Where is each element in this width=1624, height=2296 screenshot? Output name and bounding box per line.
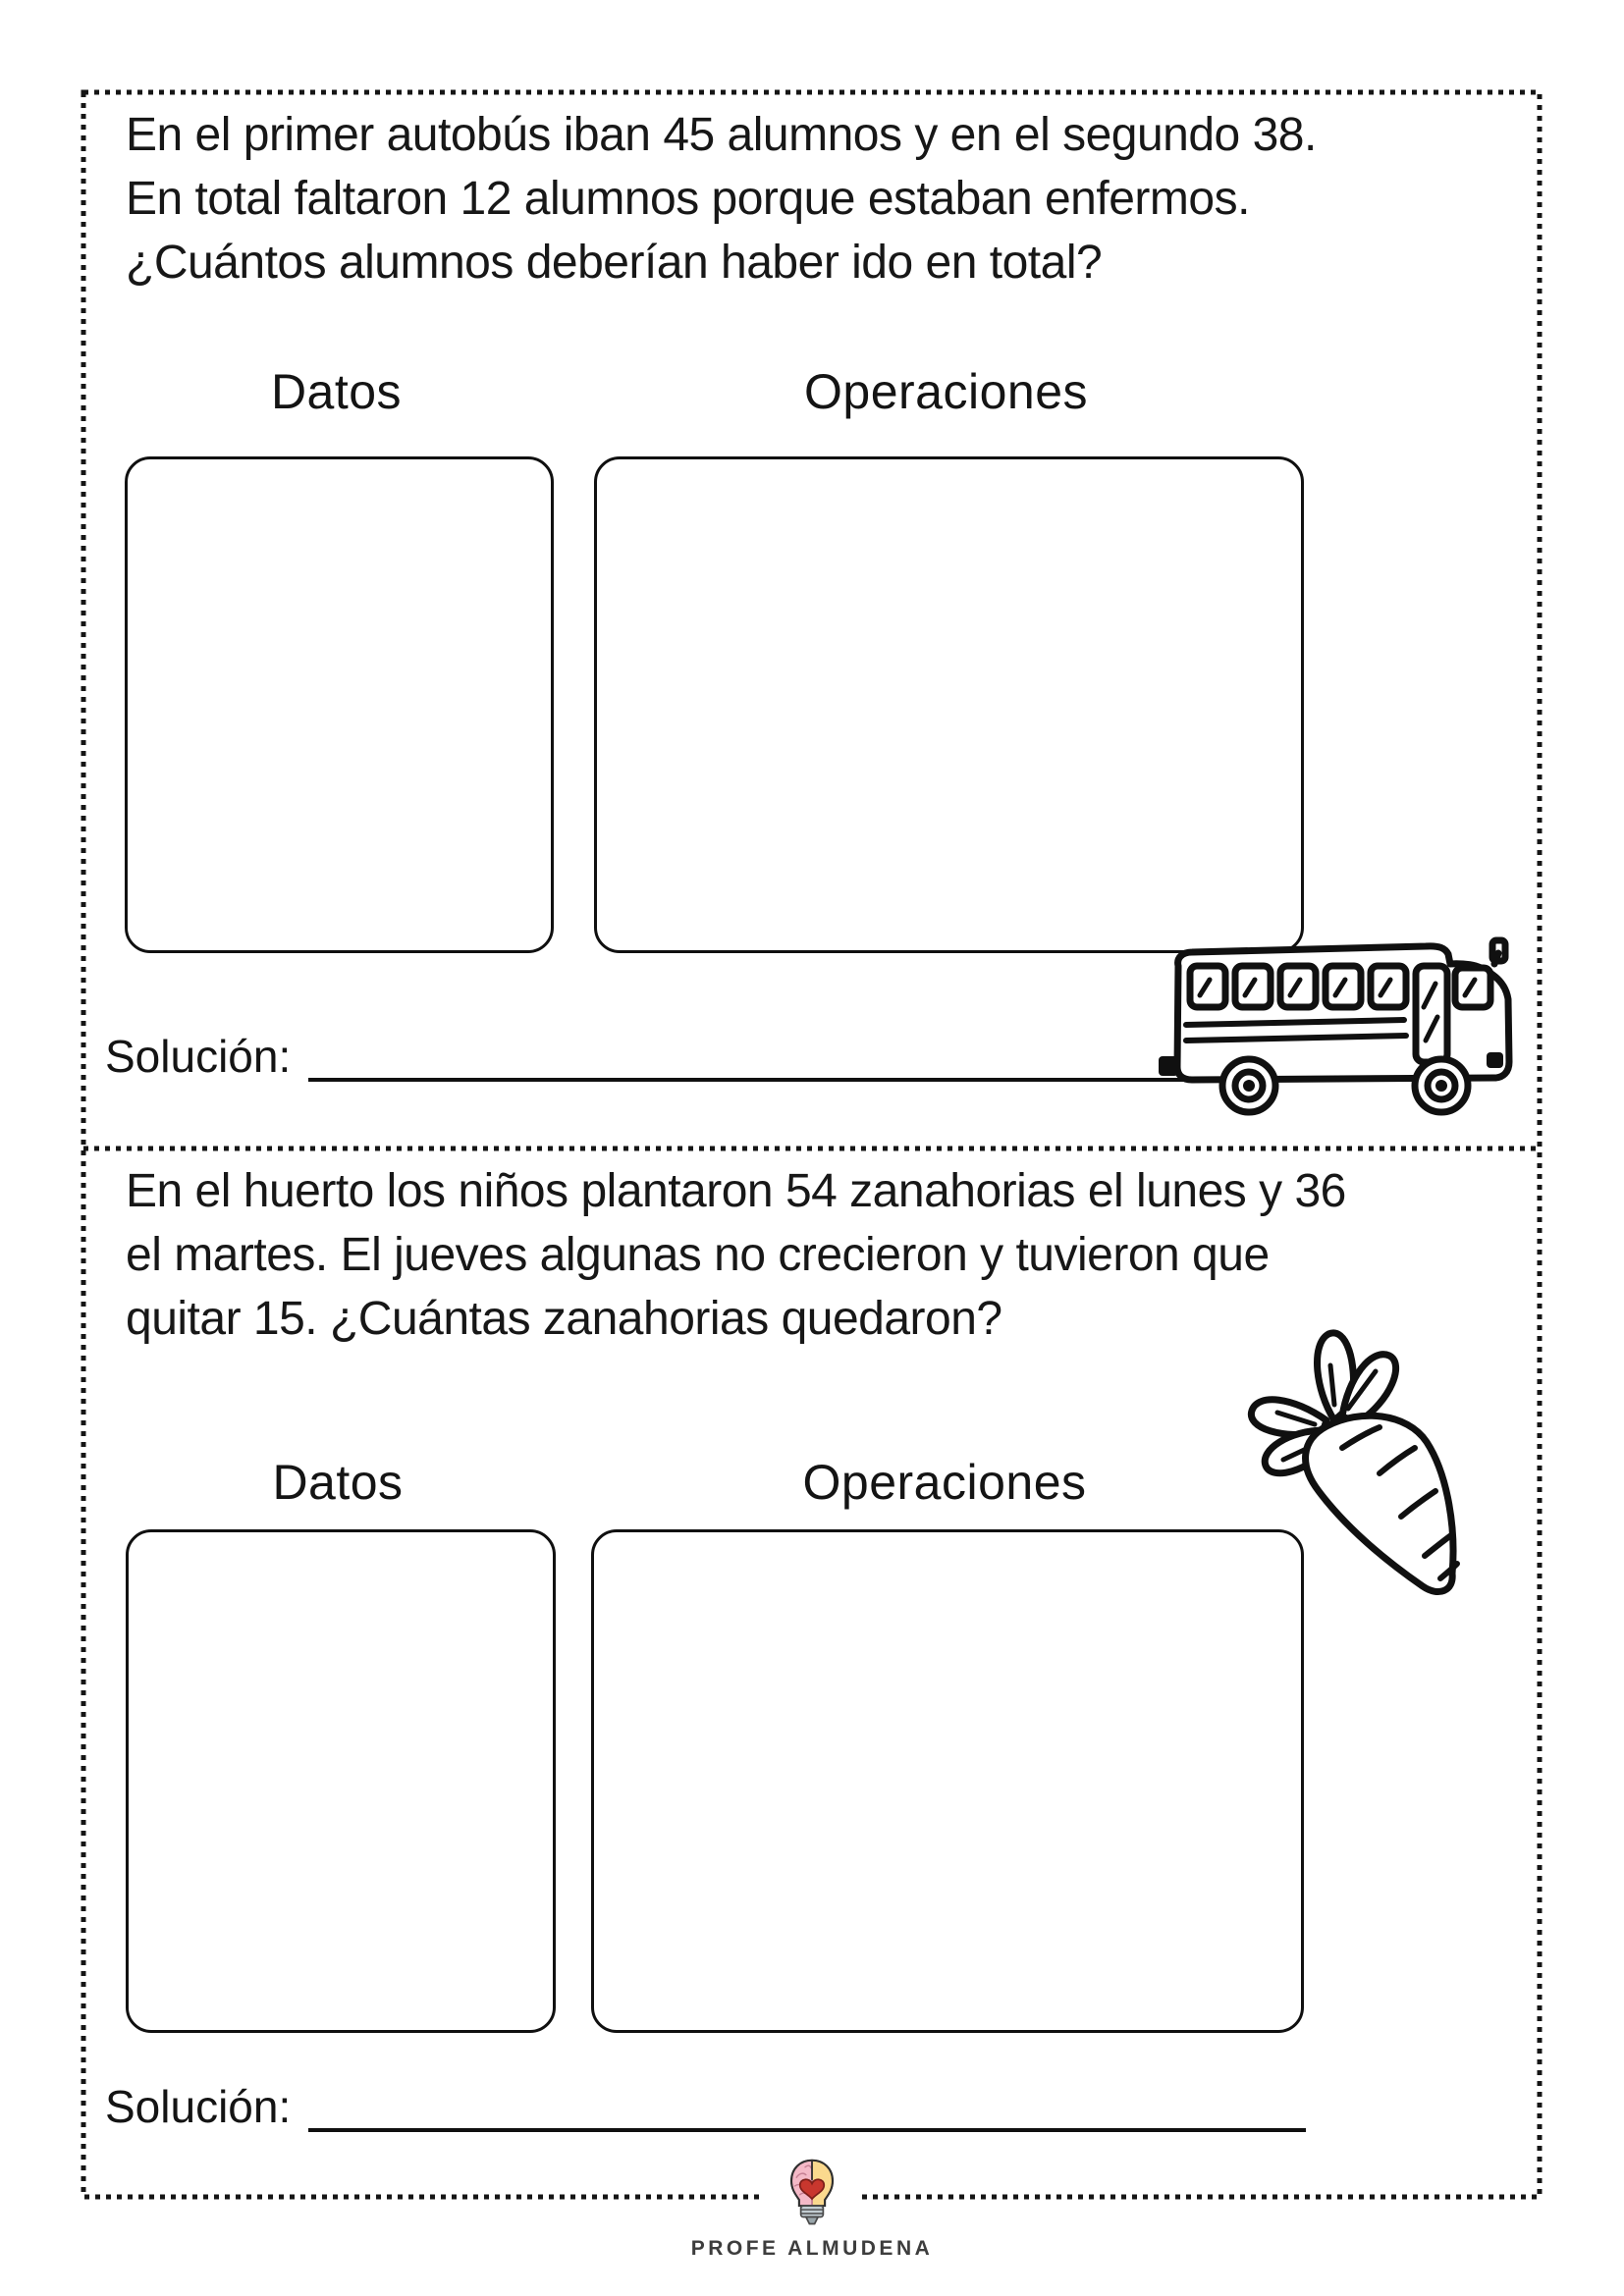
datos-label: Datos [270,364,403,419]
answer-box-operaciones[interactable] [594,456,1304,953]
operaciones-label: Operaciones [802,1455,1087,1510]
brand-logo [0,2156,1624,2261]
problem-text-line: ¿Cuántos alumnos deberían haber ido en total? [126,237,1103,289]
operaciones-label: Operaciones [804,364,1088,419]
problem-text-line: En total faltaron 12 alumnos porque estaban enfermos. [126,173,1250,225]
brain-lightbulb-icon [785,2156,839,2230]
brand-name: PROFE ALMUDENA [690,2237,934,2260]
solution-write-line[interactable] [308,2079,1306,2132]
problem-text [126,1159,1346,1351]
problem-text-line: En el primer autobús iban 45 alumnos y en el segundo 38. [126,109,1317,161]
answer-box-operaciones[interactable] [591,1529,1304,2033]
answer-box-datos[interactable] [125,456,554,953]
problem-text [126,103,1317,294]
datos-label: Datos [272,1455,404,1510]
solucion-label: Solución: [105,1031,292,1082]
solucion-label: Solución: [105,2081,292,2132]
school-bus-illustration [1151,931,1524,1117]
problem-text-line: quitar 15. ¿Cuántas zanahorias quedaron? [126,1293,1002,1345]
answer-box-datos[interactable] [126,1529,556,2033]
carrot-illustration [1232,1310,1488,1605]
problem-text-line: En el huerto los niños plantaron 54 zanahorias el lunes y 36 [126,1165,1346,1217]
problem-text-line: el martes. El jueves algunas no crecieron y tuvieron que [126,1229,1270,1281]
